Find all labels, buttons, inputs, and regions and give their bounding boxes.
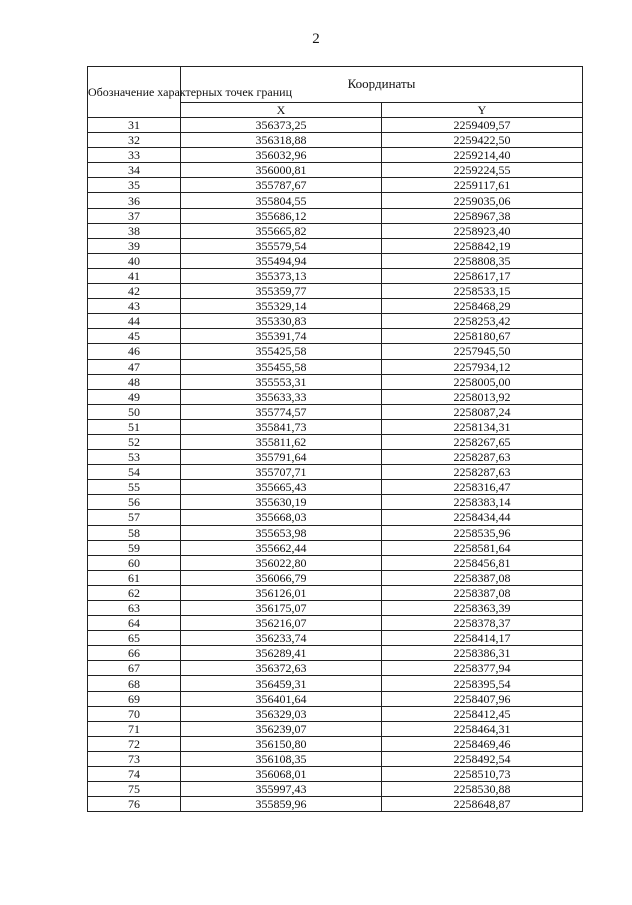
table-row — [88, 329, 583, 344]
x-coordinate-cell: 355494,94 — [181, 253, 382, 268]
coordinates-table-body — [88, 118, 583, 812]
point-cell: 60 — [88, 555, 181, 570]
table-row — [88, 208, 583, 223]
point-cell: 61 — [88, 570, 181, 585]
x-coordinate-cell: 355330,83 — [181, 314, 382, 329]
x-coordinate-cell: 356022,80 — [181, 555, 382, 570]
point-cell: 47 — [88, 359, 181, 374]
x-coordinate-cell: 355653,98 — [181, 525, 382, 540]
y-coordinate-cell: 2258923,40 — [382, 223, 583, 238]
point-cell: 40 — [88, 253, 181, 268]
y-coordinate-cell: 2258395,54 — [382, 676, 583, 691]
point-cell: 58 — [88, 525, 181, 540]
point-cell: 49 — [88, 389, 181, 404]
point-cell: 34 — [88, 163, 181, 178]
x-coordinate-cell: 356233,74 — [181, 631, 382, 646]
y-coordinate-cell: 2258387,08 — [382, 570, 583, 585]
table-row — [88, 434, 583, 449]
x-coordinate-cell: 356239,07 — [181, 721, 382, 736]
y-coordinate-cell: 2258434,44 — [382, 510, 583, 525]
y-coordinate-cell: 2258581,64 — [382, 540, 583, 555]
point-cell: 57 — [88, 510, 181, 525]
x-coordinate-cell: 355665,82 — [181, 223, 382, 238]
x-column-header: X — [181, 102, 382, 117]
x-coordinate-cell: 355997,43 — [181, 782, 382, 797]
y-coordinate-cell: 2258967,38 — [382, 208, 583, 223]
point-cell: 52 — [88, 434, 181, 449]
point-designation-header: Обозначение характерных точек границ — [88, 67, 181, 118]
x-coordinate-cell: 355707,71 — [181, 465, 382, 480]
point-cell: 43 — [88, 299, 181, 314]
table-row — [88, 314, 583, 329]
x-coordinate-cell: 355686,12 — [181, 208, 382, 223]
point-cell: 62 — [88, 585, 181, 600]
x-coordinate-cell: 356289,41 — [181, 646, 382, 661]
y-coordinate-cell: 2258414,17 — [382, 631, 583, 646]
y-coordinate-cell: 2258535,96 — [382, 525, 583, 540]
table-row — [88, 223, 583, 238]
point-cell: 45 — [88, 329, 181, 344]
coordinates-table — [87, 66, 583, 812]
x-coordinate-cell: 356329,03 — [181, 706, 382, 721]
point-cell: 55 — [88, 480, 181, 495]
table-row — [88, 585, 583, 600]
point-cell: 75 — [88, 782, 181, 797]
point-cell: 51 — [88, 419, 181, 434]
x-coordinate-cell: 355665,43 — [181, 480, 382, 495]
point-cell: 59 — [88, 540, 181, 555]
table-row — [88, 344, 583, 359]
table-row — [88, 751, 583, 766]
point-cell: 76 — [88, 797, 181, 812]
y-coordinate-cell: 2258530,88 — [382, 782, 583, 797]
x-coordinate-cell: 355668,03 — [181, 510, 382, 525]
table-row — [88, 118, 583, 133]
y-coordinate-cell: 2258134,31 — [382, 419, 583, 434]
x-coordinate-cell: 355359,77 — [181, 284, 382, 299]
point-cell: 71 — [88, 721, 181, 736]
table-row — [88, 465, 583, 480]
y-coordinate-cell: 2258013,92 — [382, 389, 583, 404]
table-row — [88, 374, 583, 389]
table-row — [88, 570, 583, 585]
point-cell: 44 — [88, 314, 181, 329]
x-coordinate-cell: 356066,79 — [181, 570, 382, 585]
x-coordinate-cell: 355841,73 — [181, 419, 382, 434]
y-coordinate-cell: 2258377,94 — [382, 661, 583, 676]
point-cell: 36 — [88, 193, 181, 208]
table-row — [88, 148, 583, 163]
x-coordinate-cell: 356108,35 — [181, 751, 382, 766]
table-row — [88, 797, 583, 812]
table-row — [88, 676, 583, 691]
x-coordinate-cell: 355787,67 — [181, 178, 382, 193]
point-cell: 73 — [88, 751, 181, 766]
point-cell: 39 — [88, 238, 181, 253]
y-coordinate-cell: 2258617,17 — [382, 268, 583, 283]
y-column-header: Y — [382, 102, 583, 117]
x-coordinate-cell: 356000,81 — [181, 163, 382, 178]
y-coordinate-cell: 2258464,31 — [382, 721, 583, 736]
y-coordinate-cell: 2259214,40 — [382, 148, 583, 163]
x-coordinate-cell: 355455,58 — [181, 359, 382, 374]
y-coordinate-cell: 2258087,24 — [382, 404, 583, 419]
y-coordinate-cell: 2258005,00 — [382, 374, 583, 389]
y-coordinate-cell: 2258842,19 — [382, 238, 583, 253]
y-coordinate-cell: 2258253,42 — [382, 314, 583, 329]
table-row — [88, 178, 583, 193]
table-row — [88, 133, 583, 148]
x-coordinate-cell: 355804,55 — [181, 193, 382, 208]
y-coordinate-cell: 2258533,15 — [382, 284, 583, 299]
x-coordinate-cell: 355373,13 — [181, 268, 382, 283]
page-number: 2 — [312, 31, 320, 47]
point-cell: 38 — [88, 223, 181, 238]
table-row — [88, 238, 583, 253]
x-coordinate-cell: 355391,74 — [181, 329, 382, 344]
y-coordinate-cell: 2258456,81 — [382, 555, 583, 570]
table-row — [88, 525, 583, 540]
point-cell: 68 — [88, 676, 181, 691]
y-coordinate-cell: 2258492,54 — [382, 751, 583, 766]
x-coordinate-cell: 355859,96 — [181, 797, 382, 812]
y-coordinate-cell: 2258383,14 — [382, 495, 583, 510]
x-coordinate-cell: 356318,88 — [181, 133, 382, 148]
x-coordinate-cell: 355579,54 — [181, 238, 382, 253]
point-cell: 56 — [88, 495, 181, 510]
table-row — [88, 706, 583, 721]
y-coordinate-cell: 2258412,45 — [382, 706, 583, 721]
x-coordinate-cell: 355811,62 — [181, 434, 382, 449]
table-row — [88, 782, 583, 797]
point-cell: 32 — [88, 133, 181, 148]
y-coordinate-cell: 2258468,29 — [382, 299, 583, 314]
point-cell: 41 — [88, 268, 181, 283]
table-row — [88, 646, 583, 661]
point-cell: 64 — [88, 616, 181, 631]
point-cell: 69 — [88, 691, 181, 706]
point-cell: 35 — [88, 178, 181, 193]
y-coordinate-cell: 2258316,47 — [382, 480, 583, 495]
x-coordinate-cell: 355630,19 — [181, 495, 382, 510]
y-coordinate-cell: 2259422,50 — [382, 133, 583, 148]
table-row — [88, 193, 583, 208]
table-row — [88, 736, 583, 751]
x-coordinate-cell: 356401,64 — [181, 691, 382, 706]
x-coordinate-cell: 356032,96 — [181, 148, 382, 163]
point-cell: 53 — [88, 450, 181, 465]
y-coordinate-cell: 2258469,46 — [382, 736, 583, 751]
y-coordinate-cell: 2259035,06 — [382, 193, 583, 208]
point-cell: 46 — [88, 344, 181, 359]
point-cell: 48 — [88, 374, 181, 389]
x-coordinate-cell: 356216,07 — [181, 616, 382, 631]
y-coordinate-cell: 2258407,96 — [382, 691, 583, 706]
table-row — [88, 299, 583, 314]
x-coordinate-cell: 356372,63 — [181, 661, 382, 676]
point-cell: 50 — [88, 404, 181, 419]
y-coordinate-cell: 2259224,55 — [382, 163, 583, 178]
table-row — [88, 268, 583, 283]
table-row — [88, 284, 583, 299]
y-coordinate-cell: 2258267,65 — [382, 434, 583, 449]
coordinates-header: Координаты — [181, 67, 583, 103]
table-row — [88, 661, 583, 676]
x-coordinate-cell: 355553,31 — [181, 374, 382, 389]
point-cell: 74 — [88, 767, 181, 782]
y-coordinate-cell: 2258386,31 — [382, 646, 583, 661]
point-cell: 31 — [88, 118, 181, 133]
x-coordinate-cell: 355662,44 — [181, 540, 382, 555]
table-row — [88, 389, 583, 404]
table-row — [88, 616, 583, 631]
x-coordinate-cell: 356126,01 — [181, 585, 382, 600]
x-coordinate-cell: 355329,14 — [181, 299, 382, 314]
x-coordinate-cell: 356068,01 — [181, 767, 382, 782]
table-row — [88, 253, 583, 268]
table-row — [88, 450, 583, 465]
x-coordinate-cell: 355633,33 — [181, 389, 382, 404]
table-row — [88, 404, 583, 419]
x-coordinate-cell: 355791,64 — [181, 450, 382, 465]
y-coordinate-cell: 2258287,63 — [382, 465, 583, 480]
point-cell: 66 — [88, 646, 181, 661]
table-row — [88, 601, 583, 616]
point-cell: 37 — [88, 208, 181, 223]
table-row — [88, 510, 583, 525]
table-row — [88, 480, 583, 495]
table-row — [88, 721, 583, 736]
x-coordinate-cell: 355774,57 — [181, 404, 382, 419]
point-cell: 67 — [88, 661, 181, 676]
x-coordinate-cell: 356373,25 — [181, 118, 382, 133]
point-cell: 54 — [88, 465, 181, 480]
y-coordinate-cell: 2258180,67 — [382, 329, 583, 344]
y-coordinate-cell: 2258378,37 — [382, 616, 583, 631]
y-coordinate-cell: 2258808,35 — [382, 253, 583, 268]
y-coordinate-cell: 2258510,73 — [382, 767, 583, 782]
x-coordinate-cell: 355425,58 — [181, 344, 382, 359]
y-coordinate-cell: 2258648,87 — [382, 797, 583, 812]
table-row — [88, 419, 583, 434]
y-coordinate-cell: 2259117,61 — [382, 178, 583, 193]
table-row — [88, 691, 583, 706]
y-coordinate-cell: 2259409,57 — [382, 118, 583, 133]
table-row — [88, 540, 583, 555]
x-coordinate-cell: 356459,31 — [181, 676, 382, 691]
table-row — [88, 631, 583, 646]
table-row — [88, 163, 583, 178]
point-cell: 72 — [88, 736, 181, 751]
x-coordinate-cell: 356175,07 — [181, 601, 382, 616]
table-row — [88, 555, 583, 570]
y-coordinate-cell: 2258387,08 — [382, 585, 583, 600]
y-coordinate-cell: 2257945,50 — [382, 344, 583, 359]
x-coordinate-cell: 356150,80 — [181, 736, 382, 751]
table-row — [88, 495, 583, 510]
table-row — [88, 767, 583, 782]
point-cell: 42 — [88, 284, 181, 299]
y-coordinate-cell: 2257934,12 — [382, 359, 583, 374]
table-row — [88, 359, 583, 374]
point-cell: 65 — [88, 631, 181, 646]
y-coordinate-cell: 2258287,63 — [382, 450, 583, 465]
point-cell: 70 — [88, 706, 181, 721]
y-coordinate-cell: 2258363,39 — [382, 601, 583, 616]
point-cell: 33 — [88, 148, 181, 163]
point-cell: 63 — [88, 601, 181, 616]
